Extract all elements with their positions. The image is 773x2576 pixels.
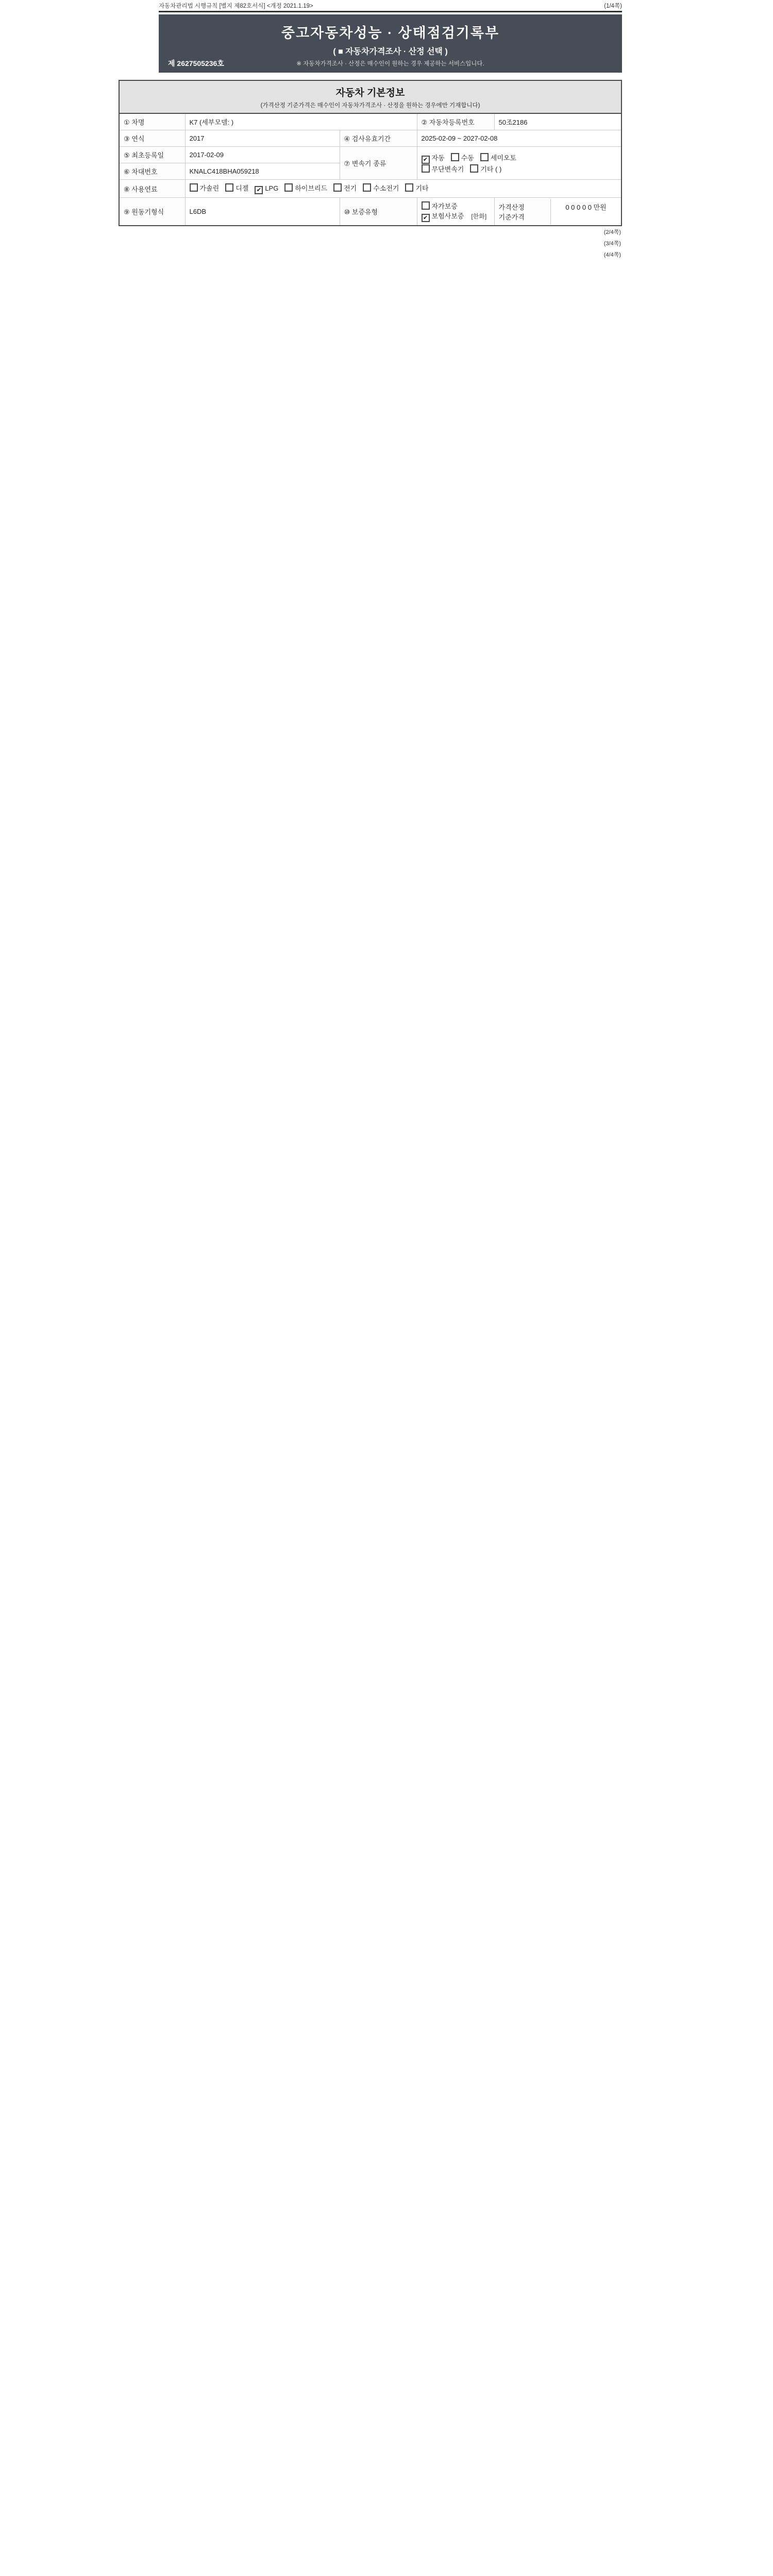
check-option: 하이브리드 [284,183,327,193]
checkbox-icon[interactable] [284,183,293,192]
check-option: 수소전기 [363,183,399,193]
value-engine-type: L6DB [185,198,340,226]
checkbox-icon[interactable] [470,164,478,173]
checkbox-icon[interactable] [225,183,233,192]
checkbox-icon[interactable] [422,156,430,164]
check-option: ✔ LPG [255,184,278,194]
check-option: 가솔린 [190,183,220,193]
label-reg-no: ② 자동차등록번호 [417,113,494,130]
checkbox-icon[interactable] [422,164,430,173]
section-basic-info [119,80,622,226]
label-fuel: ⑧ 사용연료 [119,180,185,198]
value-fuel [185,180,621,198]
value-vin: KNALC418BHA059218 [185,163,340,180]
report-subtitle: ( ■ 자동차가격조사 · 산정 선택 ) [333,47,448,56]
report-note: ※ 자동차가격조사 · 산정은 매수인이 원하는 경우 제공하는 서비스입니다. [296,61,484,67]
label-engine-type: ⑨ 원동기형식 [119,198,185,226]
check-option: 무단변속기 [422,164,464,174]
section-subtitle: (가격산정 기준가격은 매수인이 자동차가격조사 · 산정을 원하는 경우에만 기재합니다) [260,103,480,109]
checkbox-icon[interactable] [190,183,198,192]
document-number: 제 2627505236호 [168,59,224,67]
section-title: 자동차 기본정보 [335,88,405,98]
checkbox-icon[interactable] [480,153,489,161]
label-inspection-period: ④ 검사유효기간 [340,130,417,147]
check-option: 전기 [333,183,357,193]
basic-info-table [119,113,622,226]
value-warranty: 자가보증✔보험사보증 [한화] [417,198,494,226]
page-marker-4: (4/4쪽) [603,252,621,258]
check-option: 기타 [405,183,428,193]
checkbox-icon[interactable] [405,183,413,192]
checkbox-icon[interactable] [422,214,430,222]
page-marker-2: (2/4쪽) [603,229,621,235]
page-marker-1: (1/4쪽) [604,3,622,9]
base-price-cell [494,198,621,226]
report-header [159,11,622,73]
value-transmission [417,147,621,180]
checkbox-icon[interactable] [363,183,371,192]
value-first-reg: 2017-02-09 [185,147,340,163]
check-option: ✔자동 [422,152,445,164]
checkbox-icon[interactable] [333,183,342,192]
value-reg-no: 50조2186 [494,113,621,130]
value-inspection-period: 2025-02-09 ~ 2027-02-08 [417,130,621,147]
check-option: ✔보험사보증 [422,211,464,222]
top-note-line [119,0,622,11]
checkbox-icon[interactable] [255,186,263,194]
checkbox-icon[interactable] [422,201,430,210]
label-vin: ⑥ 차대번호 [119,163,185,180]
check-option: 디젤 [225,183,248,193]
page-marker-3: (3/4쪽) [603,241,621,247]
check-option: 자가보증 [422,201,458,211]
label-base-price: 가격산정 기준가격 [495,199,551,225]
checkbox-icon[interactable] [451,153,459,161]
check-option: 기타 ( ) [470,164,501,174]
form-regulation-note: 자동차관리법 시행규칙 [별지 제82호서식] <개정 2021.1.19> [159,3,313,9]
label-first-reg: ⑤ 최초등록일 [119,147,185,163]
label-year: ③ 연식 [119,130,185,147]
section-band [119,80,622,113]
label-warranty: ⑩ 보증유형 [340,198,417,226]
label-car-name: ① 차명 [119,113,185,130]
value-base-price: 0 0 0 0 0 만원 [565,203,607,211]
value-year: 2017 [185,130,340,147]
check-option: 세미오토 [480,152,516,162]
value-car-name: K7 (세부모델: ) [185,113,417,130]
report-title: 중고자동차성능 · 상태점검기록부 [281,25,500,41]
check-option: 수동 [451,152,474,162]
label-transmission: ⑦ 변속기 종류 [340,147,417,180]
